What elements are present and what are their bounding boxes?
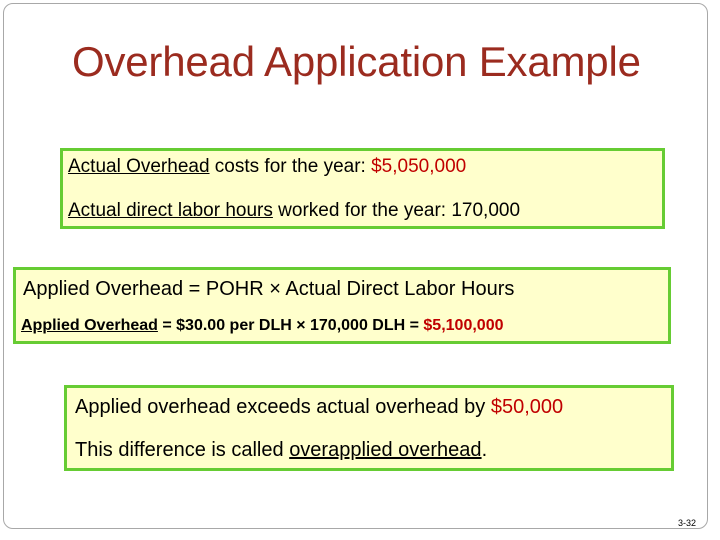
- exceeds-text: Applied overhead exceeds actual overhead by: [75, 396, 491, 418]
- actual-overhead-term: Actual Overhead: [68, 156, 210, 177]
- applied-formula-line: Applied Overhead = POHR × Actual Direct Labor Hours: [23, 278, 515, 300]
- overapplied-term: overapplied overhead: [289, 439, 482, 461]
- applied-calc-line: [21, 317, 503, 335]
- page-number: 3-32: [678, 518, 697, 528]
- actual-overhead-text: costs for the year:: [209, 156, 372, 177]
- applied-overhead-term: Applied Overhead: [21, 317, 158, 334]
- actual-hours-text: worked for the year: 170,000: [272, 200, 521, 221]
- overapplied-text: This difference is called: [75, 439, 290, 461]
- actual-overhead-value: $5,050,000: [371, 156, 467, 177]
- slide-title: Overhead Application Example: [72, 38, 641, 85]
- actual-hours-line: [68, 200, 520, 222]
- actual-hours-term: Actual direct labor hours: [68, 200, 273, 221]
- applied-overhead-value: $5,100,000: [423, 317, 504, 334]
- applied-calc-text: = $30.00 per DLH × 170,000 DLH =: [157, 317, 424, 334]
- overapplied-end: .: [481, 439, 488, 461]
- exceeds-line: [75, 396, 563, 419]
- difference-value: $50,000: [490, 396, 564, 418]
- overapplied-line: [75, 439, 487, 462]
- actual-overhead-line: [68, 156, 466, 178]
